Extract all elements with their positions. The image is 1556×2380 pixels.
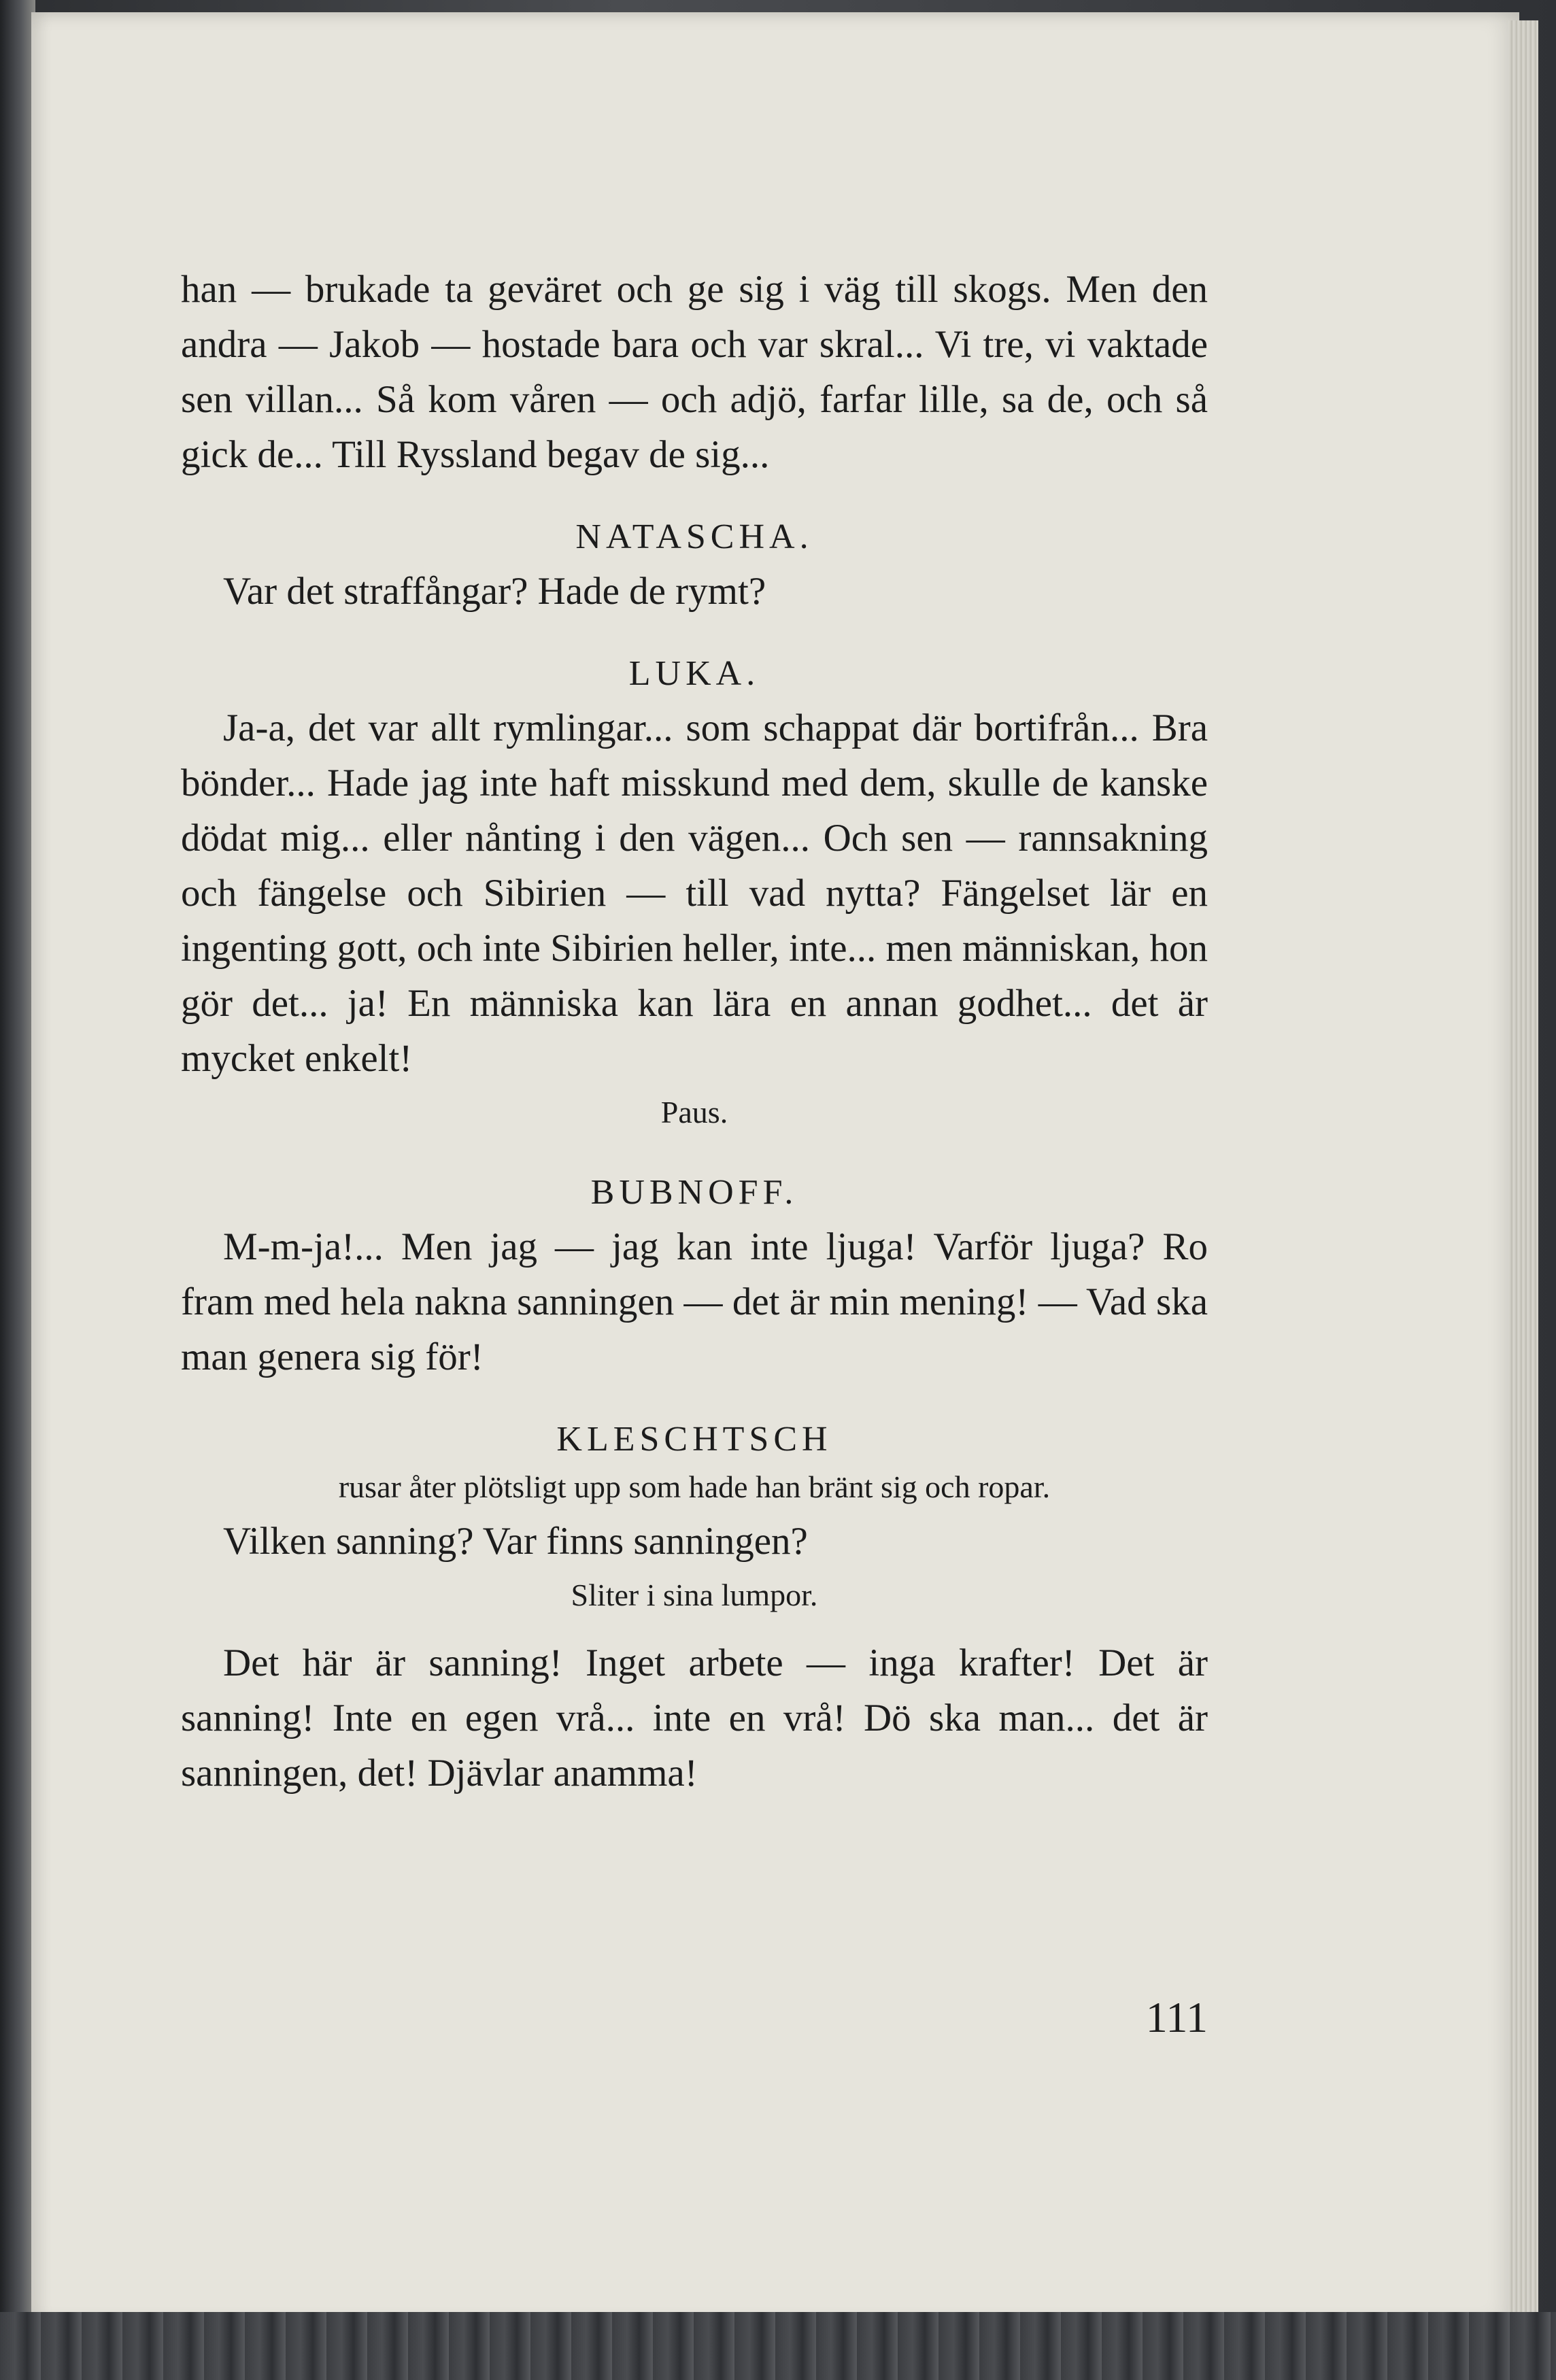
paragraph: han — brukade ta geväret och ge sig i väg till skogs. Men den andra — Jakob — hostade bara och var skral... Vi tre, vi vaktade sen villan... Så kom våren — och adjö, farfar lille, sa de, och så gick de... Till Ryssland begav de sig... <box>181 268 1208 476</box>
stage-direction: rusar åter plötsligt upp som hade han bränt sig och ropar. <box>338 1469 1051 1504</box>
speaker-name: NATASCHA. <box>575 517 813 556</box>
paragraph: Var det straffångar? Hade de rymt? <box>223 570 766 613</box>
page-text <box>181 262 1208 1801</box>
speaker-name: BUBNOFF. <box>590 1173 798 1212</box>
paragraph: Vilken sanning? Var finns sanningen? <box>223 1520 808 1563</box>
speaker-name: LUKA. <box>628 654 760 693</box>
paragraph: Ja-a, det var allt rymlingar... som schappat där bortifrån... Bra bönder... Hade jag inte haft misskund med dem, skulle de kanske dödat mig... eller nånting i den vägen... Och sen — rannsakning och fängelse och Sibirien — till vad nytta? Fängelset lär en ingenting gott, och inte Sibirien heller, inte... men människan, hon gör det... ja! En människa kan lära en annan godhet... det är mycket enkelt! <box>181 707 1208 1080</box>
book-cover-edge <box>0 2312 1556 2380</box>
paragraph: Det här är sanning! Inget arbete — inga krafter! Det är sanning! Inte en egen vrå... inte en vrå! Dö ska man... det är sanningen, det! Djävlar anamma! <box>181 1642 1208 1795</box>
paragraph: M-m-ja!... Men jag — jag kan inte ljuga! Varför ljuga? Ro fram med hela nakna sanningen — det är min mening! — Vad ska man genera sig för! <box>181 1225 1208 1378</box>
speaker-name: KLESCHTSCH <box>556 1420 832 1459</box>
page-edges <box>1508 20 1538 2326</box>
book-binding <box>0 0 35 2380</box>
stage-direction: Sliter i sina lumpor. <box>571 1578 818 1612</box>
page-number: 111 <box>1145 1993 1208 2041</box>
stage-direction: Paus. <box>660 1095 728 1129</box>
